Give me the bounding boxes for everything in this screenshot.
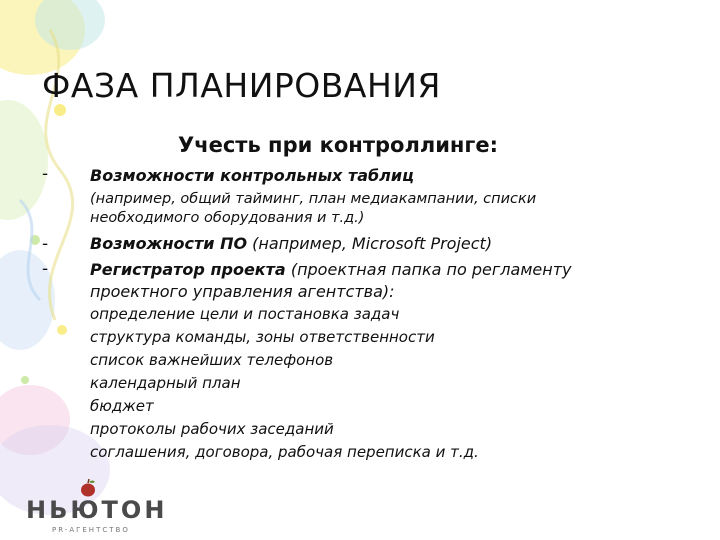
item-tables-bold: Возможности контрольных таблиц xyxy=(90,166,414,185)
list-item: соглашения, договора, рабочая переписка и т.д. xyxy=(90,443,479,461)
slide-subtitle: Учесть при контроллинге: xyxy=(178,133,499,157)
item-registrar xyxy=(90,259,650,303)
slide-title: ФАЗА ПЛАНИРОВАНИЯ xyxy=(42,66,441,105)
apple-icon xyxy=(78,478,98,498)
list-item: структура команды, зоны ответственности xyxy=(90,328,435,346)
bullet-dash: - xyxy=(42,234,49,254)
item-tables xyxy=(90,165,650,187)
item-registrar-text: (проектная папка по регламенту проектного управления агентства): xyxy=(90,260,572,301)
bullet-dash: - xyxy=(42,164,49,184)
item-registrar-bold: Регистратор проекта xyxy=(90,260,286,279)
bullet-dash: - xyxy=(42,259,49,279)
logo-subtitle: PR-АГЕНТСТВО xyxy=(52,526,130,534)
logo-wordmark: НЬЮТОН xyxy=(26,496,168,524)
list-item: календарный план xyxy=(90,374,241,392)
list-item: бюджет xyxy=(90,397,154,415)
list-item: определение цели и постановка задач xyxy=(90,305,400,323)
item-software-bold: Возможности ПО xyxy=(90,234,248,253)
item-software xyxy=(90,233,650,255)
newton-logo xyxy=(26,478,168,538)
list-item: протоколы рабочих заседаний xyxy=(90,420,334,438)
list-item: список важнейших телефонов xyxy=(90,351,334,369)
item-software-text: (например, Microsoft Project) xyxy=(247,234,493,253)
item-tables-note: (например, общий тайминг, план медиакампании, списки необходимого оборудования и т.д.) xyxy=(90,191,537,226)
